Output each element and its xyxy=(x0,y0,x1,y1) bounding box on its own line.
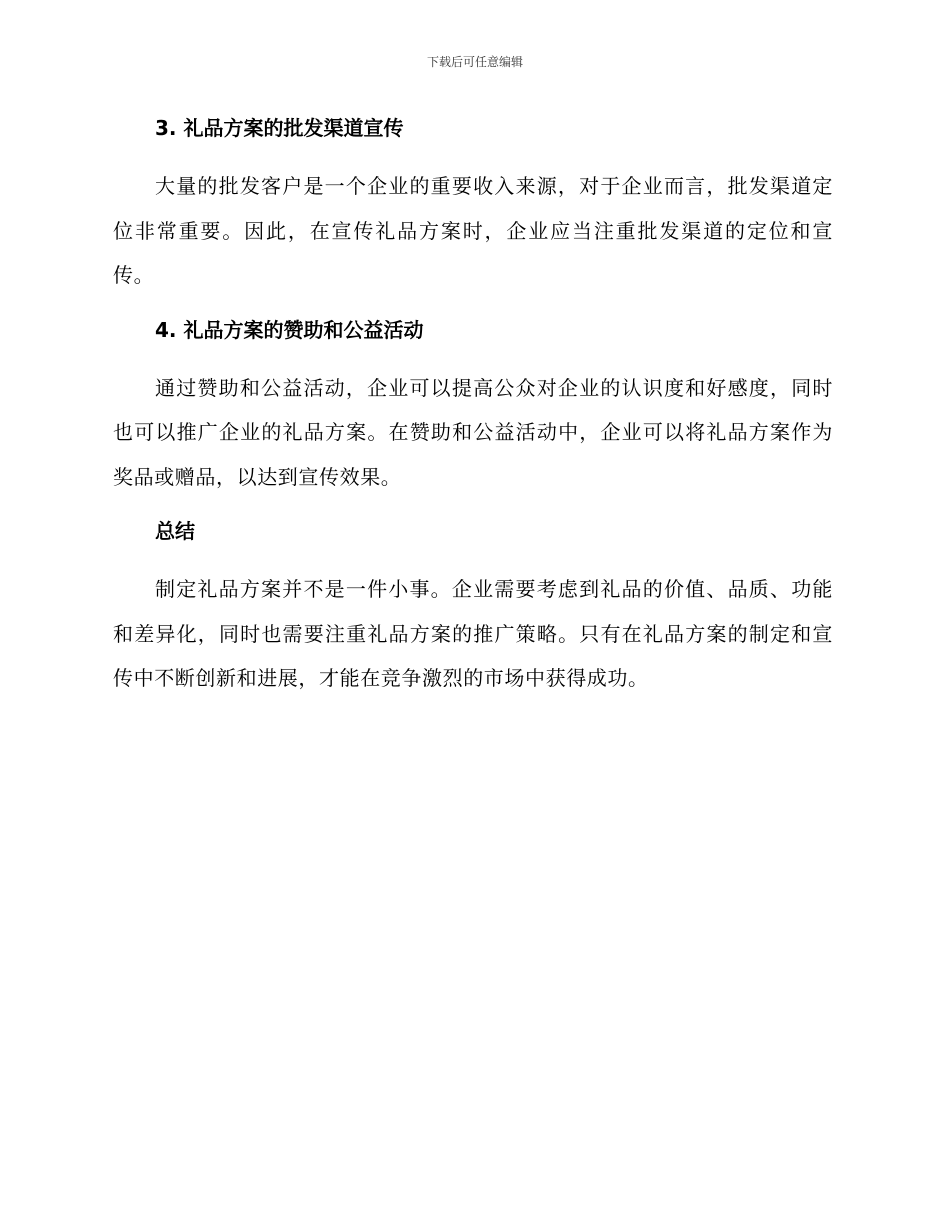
document-body xyxy=(113,112,833,717)
section-heading: 4. 礼品方案的赞助和公益活动 xyxy=(155,317,424,342)
section-summary xyxy=(113,515,833,701)
section-paragraph: 大量的批发客户是一个企业的重要收入来源，对于企业而言，批发渠道定位非常重要。因此，在宣传礼品方案时，企业应当注重批发渠道的定位和宣传。 xyxy=(113,174,833,287)
section-sponsorship-charity xyxy=(113,314,833,500)
section-paragraph: 通过赞助和公益活动，企业可以提高公众对企业的认识度和好感度，同时也可以推广企业的礼品方案。在赞助和公益活动中，企业可以将礼品方案作为奖品或赠品，以达到宣传效果。 xyxy=(113,375,833,489)
section-wholesale-promotion xyxy=(113,112,833,298)
section-paragraph: 制定礼品方案并不是一件小事。企业需要考虑到礼品的价值、品质、功能和差异化，同时也需要注重礼品方案的推广策略。只有在礼品方案的制定和宣传中不断创新和进展，才能在竞争激烈的市场中获得成功。 xyxy=(113,577,833,690)
section-heading: 总结 xyxy=(155,519,195,543)
page-header: 下载后可任意编辑 xyxy=(426,55,523,69)
section-heading: 3. 礼品方案的批发渠道宣传 xyxy=(155,116,404,140)
